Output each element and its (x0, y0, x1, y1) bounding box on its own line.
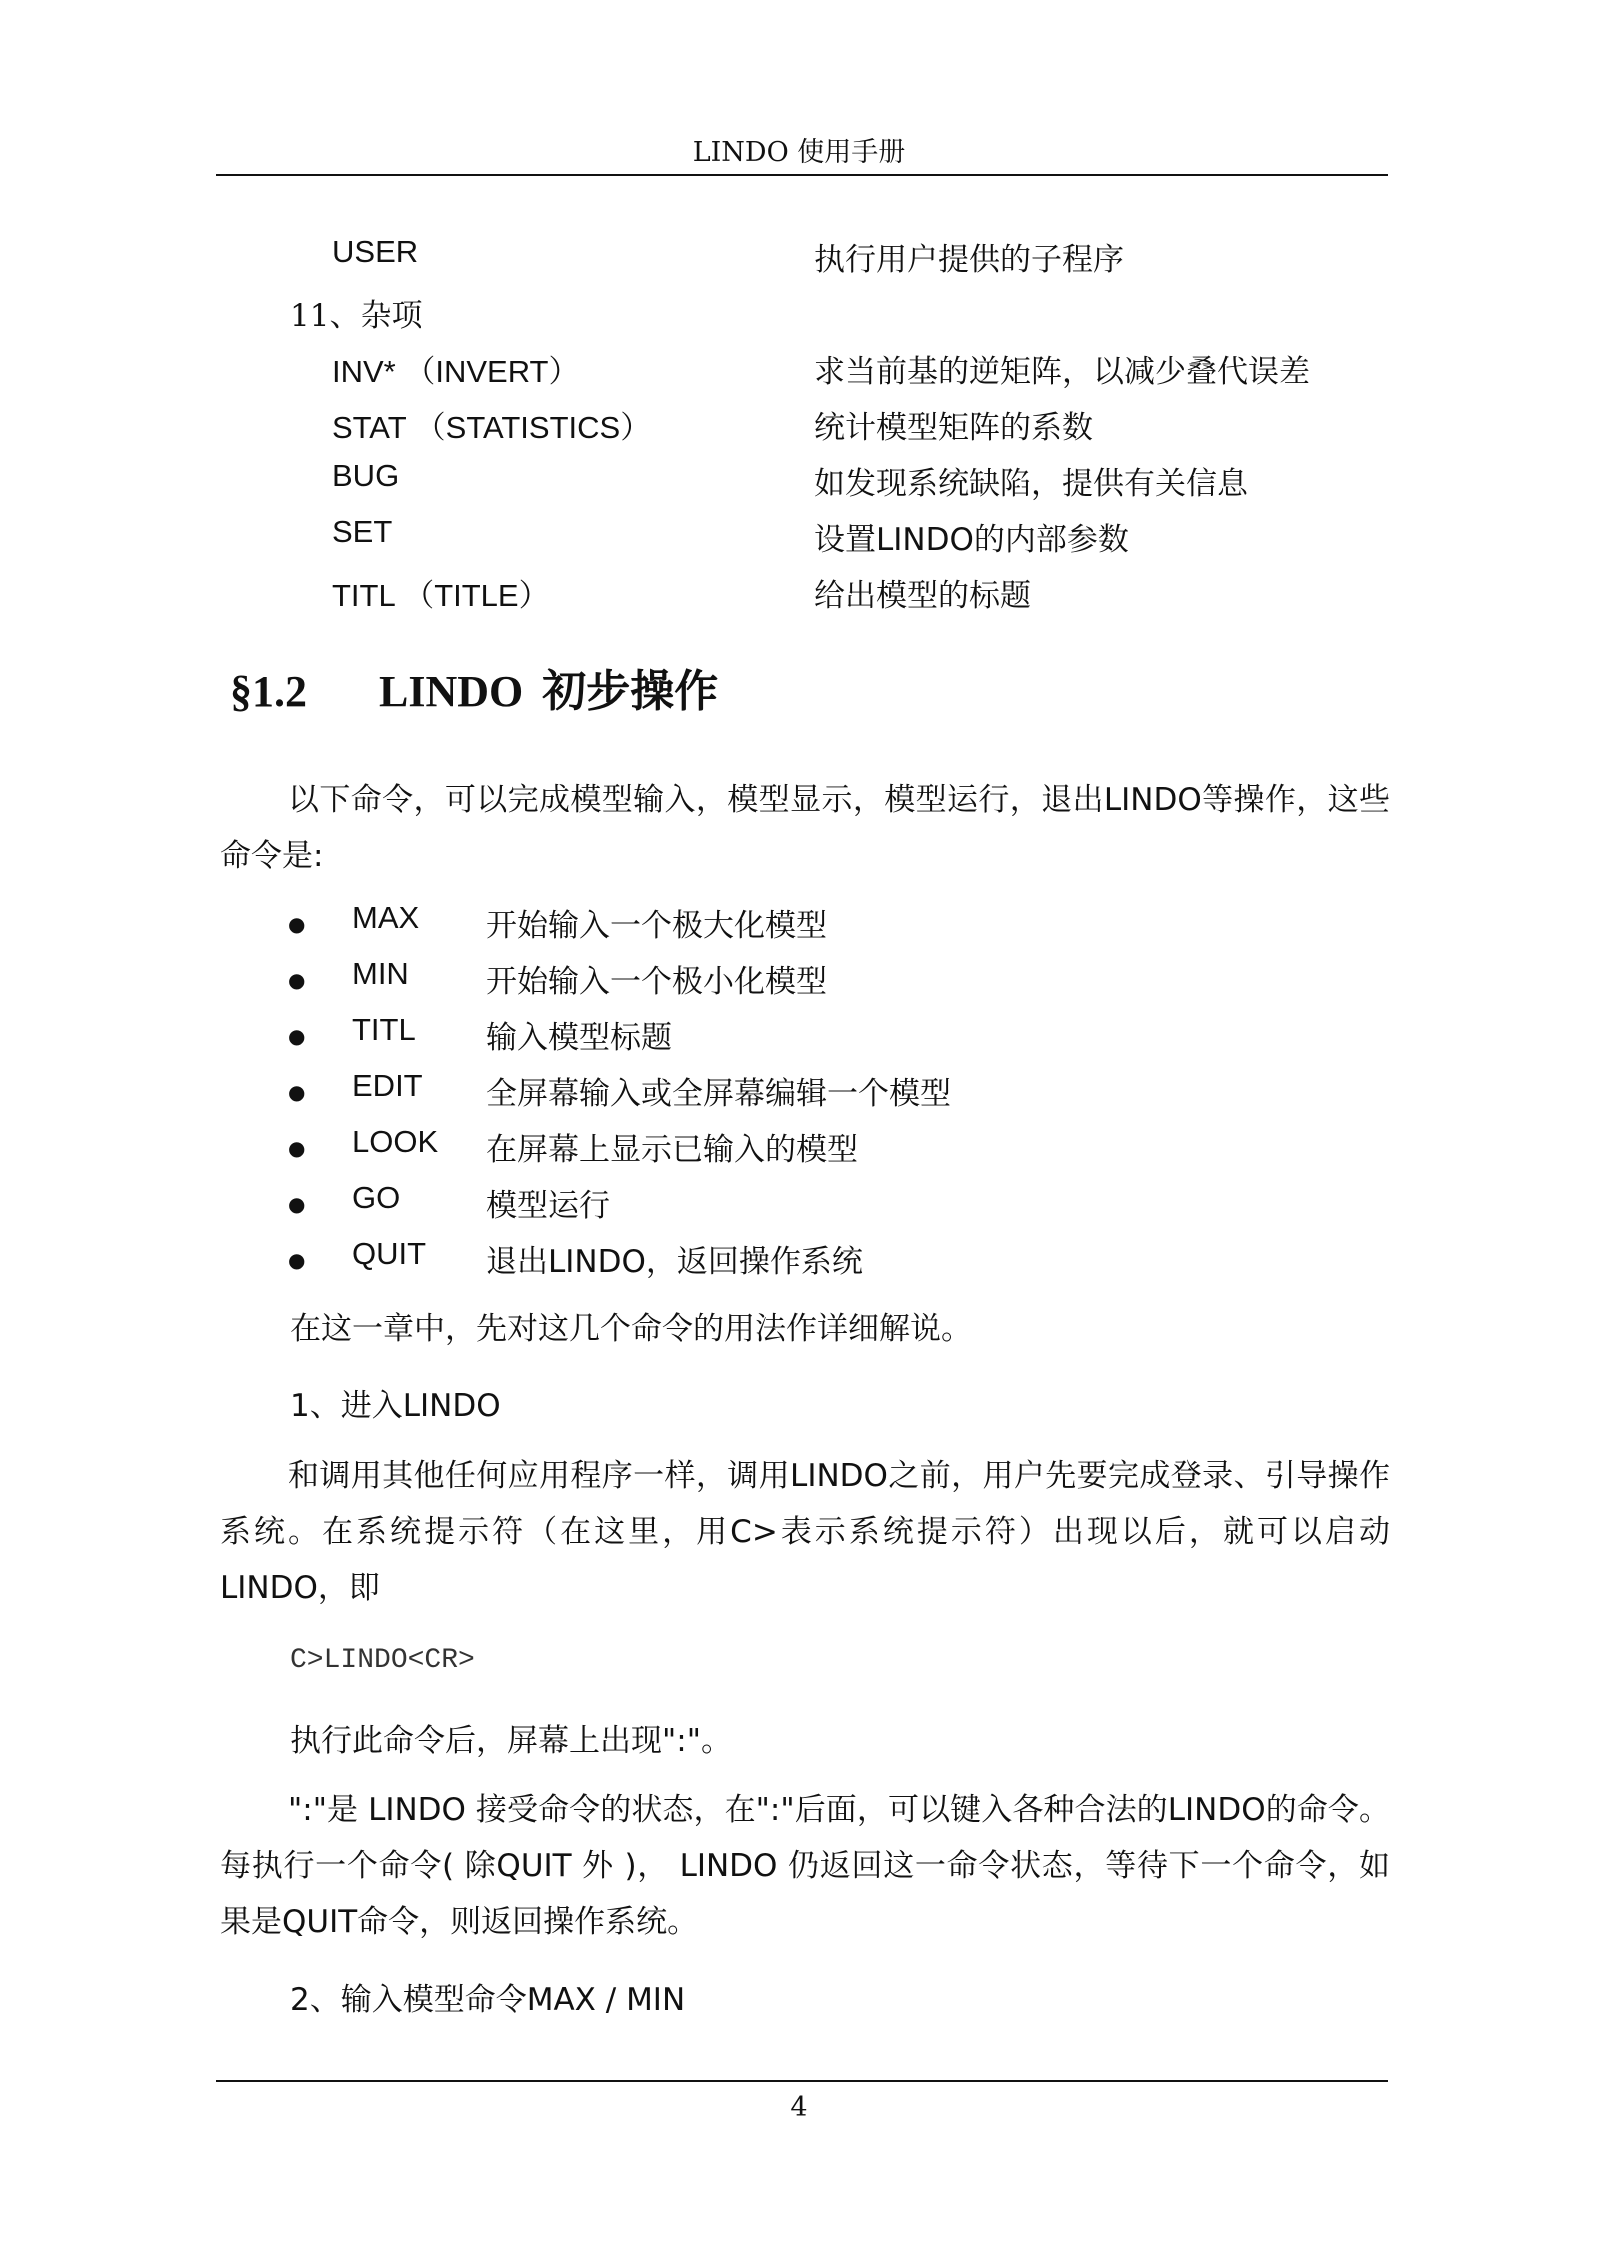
step1-paragraph: 和调用其他任何应用程序一样，调用LINDO之前，用户先要完成登录、引导操作系统。在系统提示符（在这里，用C>表示系统提示符）出现以后，就可以启动LINDO，即 (220, 1458, 1390, 1606)
bullet-dot: ● (288, 1192, 306, 1216)
bullet-cmd: EDIT (352, 1068, 423, 1103)
bullet-dot: ● (288, 968, 306, 992)
bullet-dot: ● (288, 1248, 306, 1272)
bullet-cmd: LOOK (352, 1124, 439, 1159)
bullet-dot: ● (288, 912, 306, 936)
misc-row-cmd: STAT （STATISTICS） (332, 410, 652, 445)
bullet-dot: ● (288, 1080, 306, 1104)
command-user-desc: 执行用户提供的子程序 (814, 242, 1124, 278)
misc-section-label: 11、杂项 (290, 298, 423, 334)
section-heading (230, 655, 718, 719)
after-command-text: 执行此命令后，屏幕上出现":"。 (290, 1723, 732, 1759)
page-number: 4 (790, 2092, 808, 2123)
bullet-desc: 开始输入一个极大化模型 (486, 908, 827, 944)
bullet-dot: ● (288, 1024, 306, 1048)
misc-row-desc: 统计模型矩阵的系数 (814, 410, 1093, 446)
bullet-desc: 在屏幕上显示已输入的模型 (486, 1132, 858, 1168)
bullet-desc: 输入模型标题 (486, 1020, 672, 1056)
section-number: §1.2 (230, 667, 307, 716)
misc-row-desc: 如发现系统缺陷，提供有关信息 (814, 466, 1248, 502)
bullet-cmd: QUIT (352, 1236, 427, 1271)
bullet-desc: 全屏幕输入或全屏幕编辑一个模型 (486, 1076, 951, 1112)
section-title-latin: LINDO (379, 667, 524, 716)
state-paragraph: ":"是 LINDO 接受命令的状态，在":"后面，可以键入各种合法的LINDO的命令。每执行一个命令( 除QUIT 外 )， LINDO 仍返回这一命令状态，等待下一个命令，如果是QUIT命令，则返回操作系统。 (220, 1792, 1390, 1940)
bullet-desc: 开始输入一个极小化模型 (486, 964, 827, 1000)
intro-paragraph: 以下命令，可以完成模型输入，模型显示，模型运行，退出LINDO等操作，这些命令是: (220, 782, 1390, 874)
misc-row-cmd: TITL （TITLE） (332, 578, 550, 613)
misc-row-cmd: INV* （INVERT） (332, 354, 580, 389)
bullet-desc: 模型运行 (486, 1188, 610, 1224)
step1-title: 1、进入LINDO (290, 1388, 501, 1424)
bullet-cmd: MIN (352, 956, 409, 991)
page-header-title: LINDO 使用手册 (692, 137, 906, 168)
misc-row-desc: 求当前基的逆矩阵，以减少叠代误差 (814, 354, 1310, 390)
step2-title: 2、输入模型命令MAX / MIN (290, 1982, 686, 2018)
bullet-cmd: GO (352, 1180, 401, 1215)
header-rule (216, 174, 1388, 176)
bullet-desc: 退出LINDO，返回操作系统 (486, 1244, 863, 1280)
misc-row-cmd: BUG (332, 458, 400, 493)
after-bullets-text: 在这一章中，先对这几个命令的用法作详细解说。 (290, 1311, 972, 1347)
bullet-dot: ● (288, 1136, 306, 1160)
bullet-cmd: MAX (352, 900, 420, 935)
footer-rule (216, 2080, 1388, 2082)
bullet-cmd: TITL (352, 1012, 416, 1047)
misc-row-desc: 设置LINDO的内部参数 (814, 522, 1129, 558)
misc-row-cmd: SET (332, 514, 393, 549)
command-user: USER (332, 234, 419, 269)
misc-row-desc: 给出模型的标题 (814, 578, 1031, 614)
section-title-cjk: 初步操作 (542, 666, 719, 717)
command-example: C>LINDO<CR> (290, 1645, 475, 1676)
